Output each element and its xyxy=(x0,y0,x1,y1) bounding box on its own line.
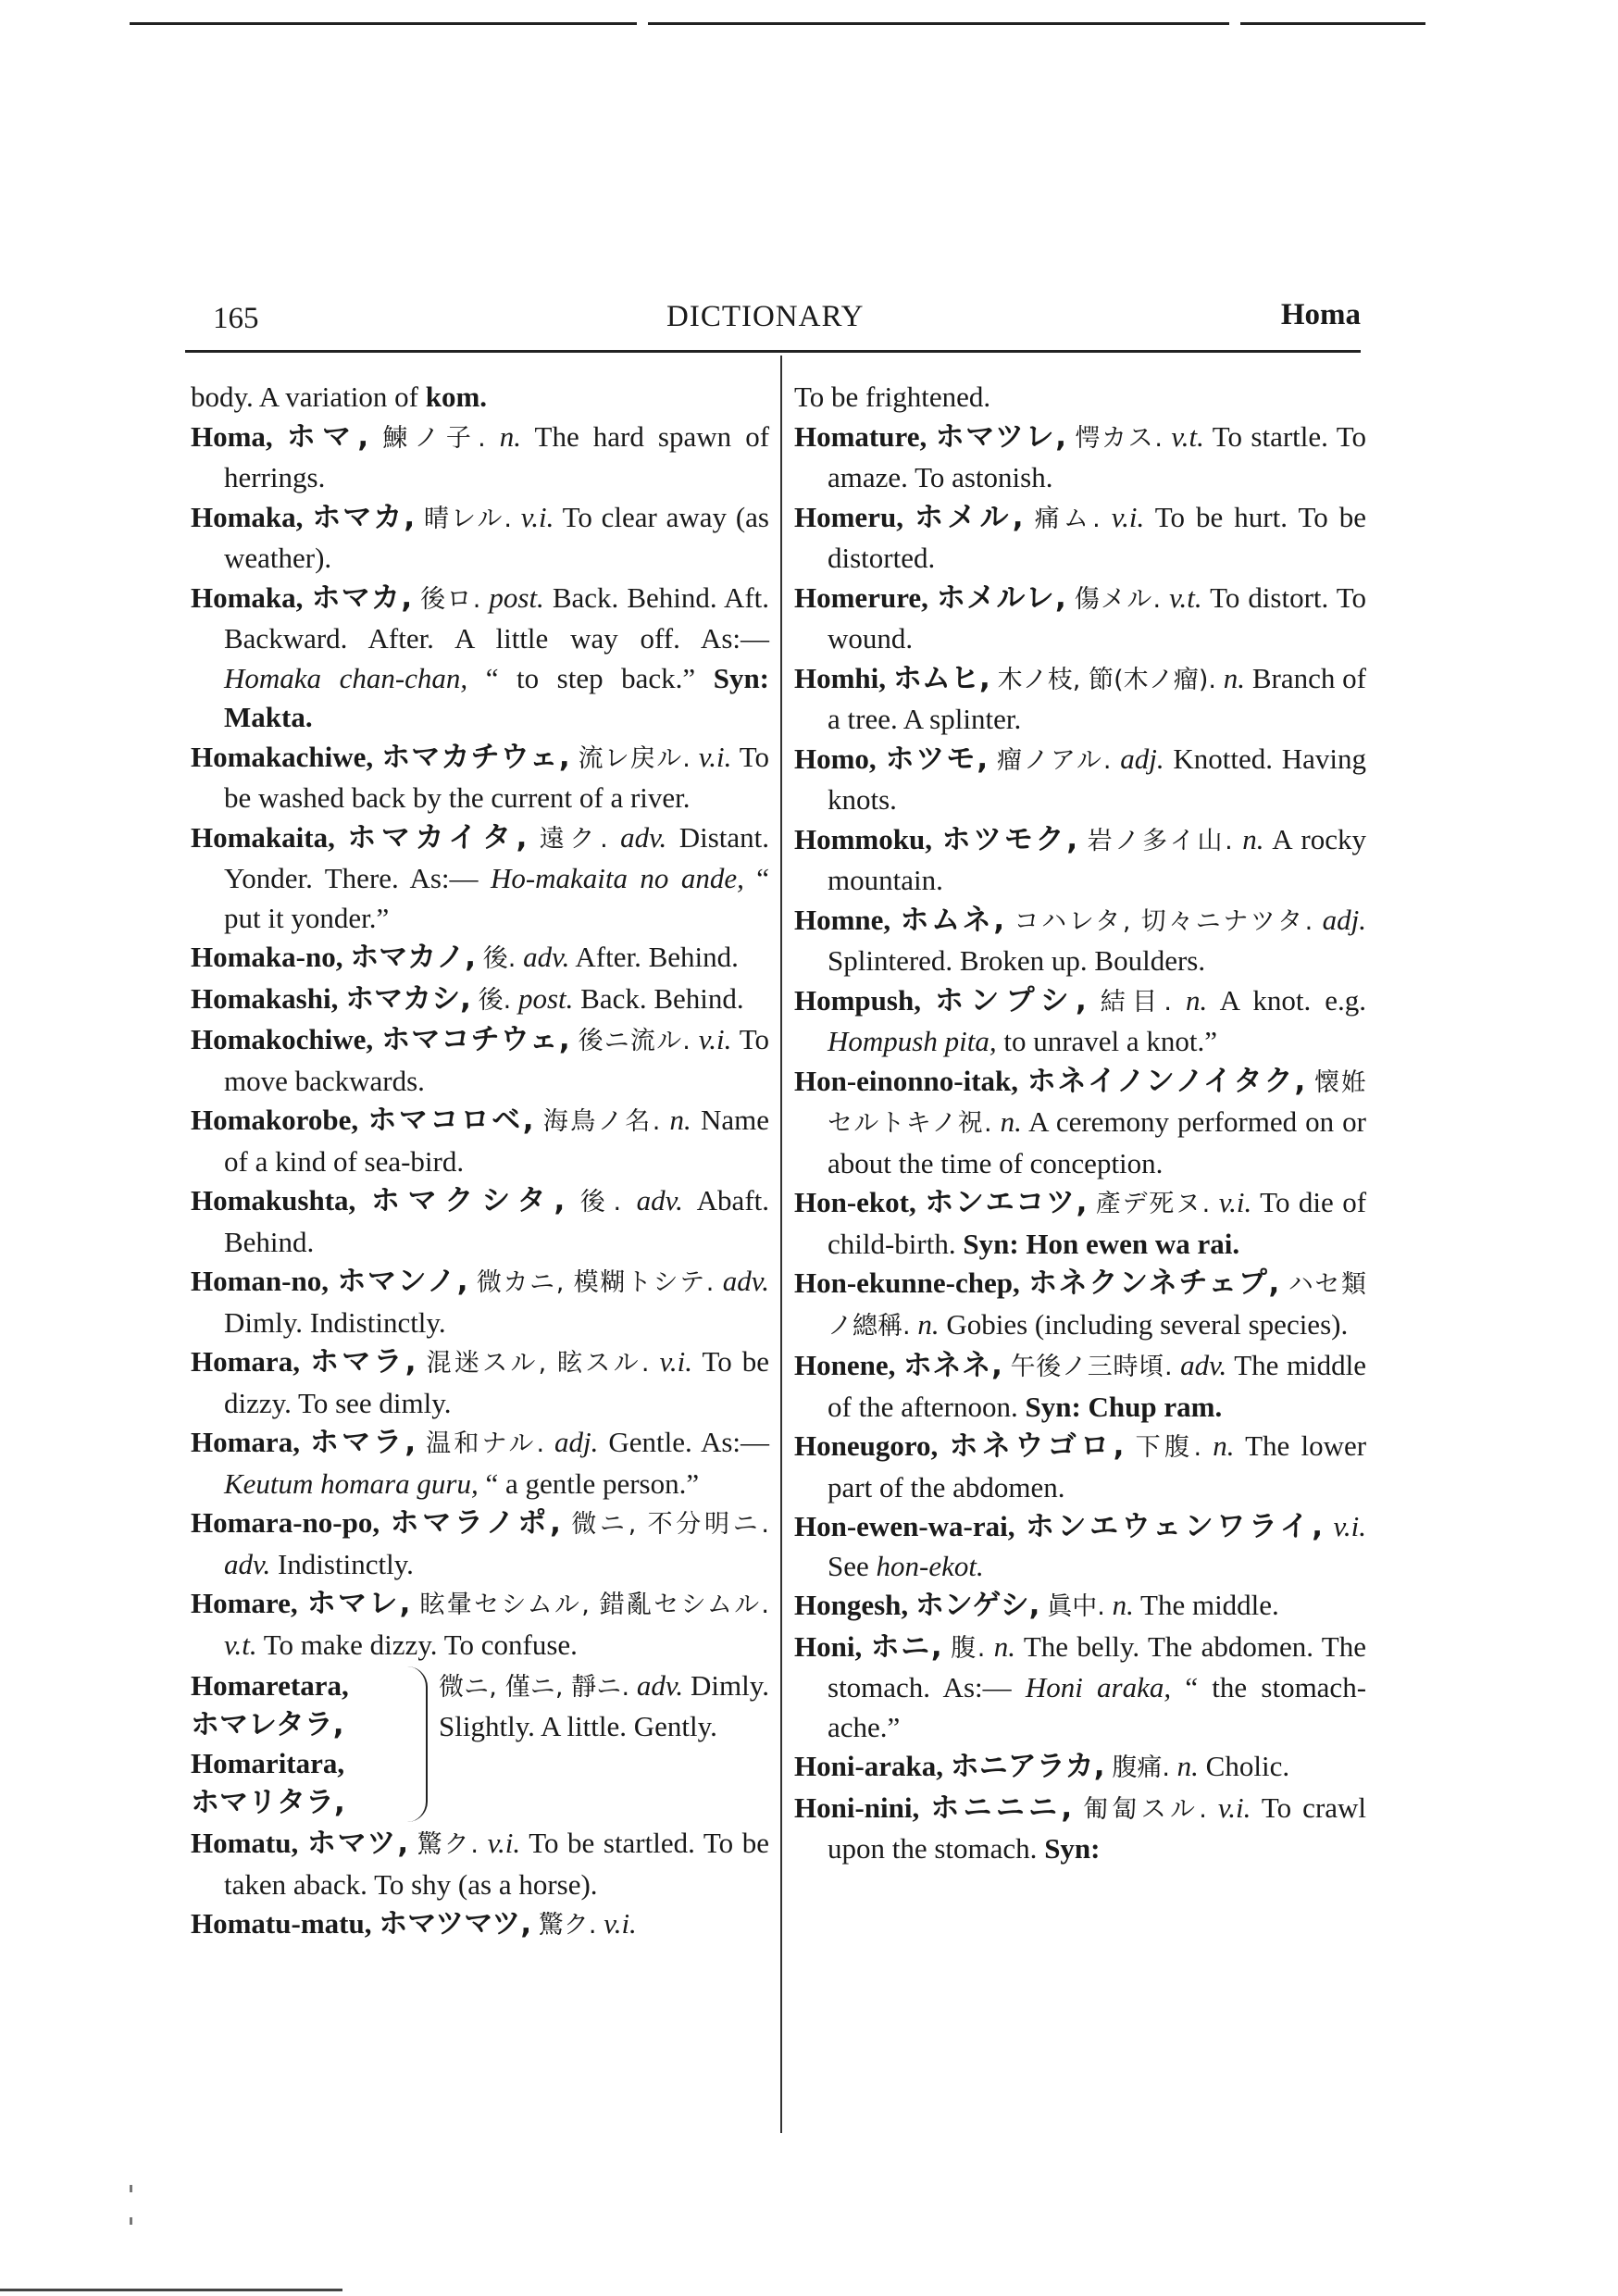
part-of-speech: n. xyxy=(1223,661,1246,694)
entry-group-homaretara xyxy=(191,1666,769,1822)
headword: Homakachiwe, xyxy=(191,740,374,773)
headword: Homhi, xyxy=(794,661,887,694)
headword: Homakashi, xyxy=(191,981,339,1015)
headword-kana: ホムネ, xyxy=(900,903,1005,937)
definition: Gobies (including several species). xyxy=(946,1307,1349,1341)
right-brace xyxy=(402,1666,428,1822)
headword: Homaka-no, xyxy=(191,941,343,973)
definition: To be hurt. To be distorted. xyxy=(828,500,1366,574)
definition: Abaft. Behind. xyxy=(224,1184,770,1258)
headword: Homare, xyxy=(191,1587,298,1619)
dictionary-entry xyxy=(794,1427,1366,1507)
part-of-speech: adv. xyxy=(523,941,570,973)
headword-kana: ホマツマツ, xyxy=(379,1907,532,1940)
part-of-speech: adv. xyxy=(722,1265,770,1297)
scan-edge-top-right xyxy=(1240,22,1425,25)
group-kanji: 微ニ, 僅ニ, 靜ニ. xyxy=(439,1673,630,1702)
japanese-gloss: 痛ム. xyxy=(1034,504,1101,533)
left-entries xyxy=(191,378,769,1665)
dictionary-entry xyxy=(191,579,769,738)
scan-edge-bottom xyxy=(0,2289,342,2291)
headword-kana: ホネクンネチェプ, xyxy=(1028,1267,1280,1300)
japanese-gloss: 懐姙セルトキノ祝. xyxy=(828,1067,1366,1138)
japanese-gloss: 後ニ流ル. xyxy=(578,1027,691,1055)
headword: Homaka, xyxy=(191,500,304,533)
japanese-gloss: 後. xyxy=(579,1188,622,1217)
dictionary-entry xyxy=(191,818,769,939)
headword: Homa, xyxy=(191,419,273,453)
part-of-speech: adj. xyxy=(1322,903,1367,936)
part-of-speech: n. xyxy=(917,1307,940,1341)
headword-kana: ホンエコツ, xyxy=(925,1186,1088,1219)
japanese-gloss: 鰊ノ子. xyxy=(382,423,486,453)
definition: To move backwards. xyxy=(224,1023,769,1097)
headword: Homakushta, xyxy=(191,1184,356,1217)
part-of-speech: adv. xyxy=(636,1184,683,1217)
dictionary-entry xyxy=(794,820,1366,901)
japanese-gloss: 結目. xyxy=(1100,987,1172,1017)
page-number: 165 xyxy=(213,302,259,335)
headword: Hompush, xyxy=(794,983,921,1017)
right-column xyxy=(794,378,1366,1869)
scan-edge-top-left xyxy=(130,22,637,25)
headword-kana: ホマレ, xyxy=(306,1587,411,1620)
japanese-gloss: 腹痛. xyxy=(1112,1753,1170,1782)
definition: Dimly. Indistinctly. xyxy=(224,1305,446,1339)
part-of-speech: post. xyxy=(517,981,574,1015)
definition: To clear away (as weather). xyxy=(224,500,769,574)
example: Homaka chan-chan, xyxy=(224,661,468,694)
dictionary-entry xyxy=(794,740,1366,820)
part-of-speech: v.i. xyxy=(1218,1186,1252,1218)
part-of-speech: n. xyxy=(669,1104,691,1136)
part-of-speech: n. xyxy=(993,1629,1015,1663)
group-headword-kana: ホマレタラ, xyxy=(191,1708,344,1741)
headword-kana: ホネウゴロ, xyxy=(949,1429,1125,1463)
definition: Indistinctly. xyxy=(277,1547,414,1580)
example-translation: “ to step back.” xyxy=(485,661,696,694)
dictionary-entry xyxy=(794,1628,1366,1748)
headword-kana: ホメルレ, xyxy=(936,580,1066,615)
japanese-gloss: 驚ク. xyxy=(417,1830,479,1859)
scan-speck xyxy=(130,2217,132,2225)
headword-kana: ホマ, xyxy=(286,419,369,454)
entry-continuation: body. A variation of xyxy=(191,381,426,413)
part-of-speech: adv. xyxy=(620,820,667,854)
part-of-speech: post. xyxy=(489,580,544,614)
definition: Back. Behind. xyxy=(580,981,744,1015)
headword-kana: ホマツレ, xyxy=(935,419,1067,454)
headword: Homara, xyxy=(191,1345,300,1378)
headword-kana: ホムヒ, xyxy=(892,661,990,695)
dictionary-entry xyxy=(794,901,1366,981)
dictionary-entry xyxy=(191,980,769,1021)
scan-speck xyxy=(130,2185,132,2192)
part-of-speech: n. xyxy=(1112,1589,1134,1621)
entry-emphasis: kom. xyxy=(425,381,488,413)
part-of-speech: v.i. xyxy=(1111,500,1145,533)
japanese-gloss: 木ノ枝, 節(木ノ瘤). xyxy=(997,665,1216,694)
example-translation: “ put it yonder.” xyxy=(224,862,770,934)
part-of-speech: v.i. xyxy=(659,1345,693,1378)
dictionary-entry xyxy=(794,659,1366,740)
group-gram: adv. xyxy=(636,1669,684,1702)
japanese-gloss: 後ロ. xyxy=(420,584,481,614)
headword-kana: ホマラノポ, xyxy=(390,1506,561,1540)
definition: Splintered. Broken up. Boulders. xyxy=(828,944,1206,977)
part-of-speech: n. xyxy=(1186,983,1208,1017)
definition: See xyxy=(828,1549,869,1582)
japanese-gloss: 温和ナル. xyxy=(426,1429,545,1458)
japanese-gloss: 後. xyxy=(478,985,512,1015)
headword: Homara-no-po, xyxy=(191,1506,380,1539)
japanese-gloss: 晴レル. xyxy=(423,504,512,533)
headword: Honi-nini, xyxy=(794,1791,920,1824)
headword-kana: ホマンノ, xyxy=(337,1265,468,1298)
headword-kana: ホマカ, xyxy=(312,500,416,534)
headword: Homeru, xyxy=(794,500,903,533)
header-rule xyxy=(185,350,1361,353)
dictionary-entry xyxy=(794,418,1366,498)
japanese-gloss: コハレタ, 切々ニナツタ. xyxy=(1014,906,1313,936)
headword: Hon-ekunne-chep, xyxy=(794,1267,1020,1299)
group-headword: Homaritara, xyxy=(191,1747,345,1779)
dictionary-entry xyxy=(191,1181,769,1262)
headword: Honi-araka, xyxy=(794,1750,944,1782)
left-column xyxy=(191,378,769,1946)
part-of-speech: n. xyxy=(1213,1429,1235,1462)
part-of-speech: v.i. xyxy=(604,1907,637,1940)
headword-kana: ホンプシ, xyxy=(935,983,1087,1017)
dictionary-entry xyxy=(191,1020,769,1101)
headword-kana: ホツモク, xyxy=(941,822,1078,856)
part-of-speech: v.t. xyxy=(1171,419,1204,453)
headword-kana: ホメル, xyxy=(914,500,1024,534)
synonym: Syn: Makta. xyxy=(224,661,770,733)
headword: Hommoku, xyxy=(794,822,932,855)
headword: Homakorobe, xyxy=(191,1104,359,1136)
japanese-gloss: 匍匐スル. xyxy=(1083,1794,1207,1824)
dictionary-entry xyxy=(191,1101,769,1181)
part-of-speech: n. xyxy=(1000,1105,1022,1138)
headword: Homara, xyxy=(191,1426,300,1458)
part-of-speech: v.i. xyxy=(520,500,554,533)
definition: To make dizzy. To confuse. xyxy=(263,1628,578,1661)
right-entries xyxy=(794,378,1366,1869)
part-of-speech: adv. xyxy=(1180,1349,1227,1381)
headword-kana: ホニニニ, xyxy=(930,1791,1073,1825)
japanese-gloss: 海鳥ノ名. xyxy=(542,1107,661,1136)
example: hon-ekot. xyxy=(876,1549,984,1582)
part-of-speech: adj. xyxy=(1120,742,1164,775)
headword: Homature, xyxy=(794,419,927,453)
headword-kana: ホマラ, xyxy=(309,1345,417,1379)
definition: To be dizzy. To see dimly. xyxy=(224,1345,770,1419)
definition: The middle. xyxy=(1140,1589,1279,1621)
japanese-gloss: 遠ク. xyxy=(539,824,608,854)
headword: Hon-einonno-itak, xyxy=(794,1064,1019,1097)
japanese-gloss: 流レ戻ル. xyxy=(578,743,691,773)
japanese-gloss: 下腹. xyxy=(1135,1433,1202,1462)
part-of-speech: v.i. xyxy=(487,1827,521,1859)
definition: The hard spawn of herrings. xyxy=(224,419,770,493)
headword-kana: ホネネ, xyxy=(902,1349,1002,1382)
dictionary-entry xyxy=(191,1584,769,1665)
headword-kana: ホニ, xyxy=(870,1629,942,1664)
headword-kana: ホマコロベ, xyxy=(367,1104,534,1137)
definition: Gentle. As:— xyxy=(608,1426,770,1458)
dictionary-entry xyxy=(191,378,769,418)
part-of-speech: n. xyxy=(1242,822,1264,855)
dictionary-entry xyxy=(191,1262,769,1342)
headword: Hongesh, xyxy=(794,1589,909,1621)
japanese-gloss: 瘤ノアル. xyxy=(996,745,1112,775)
example-translation: to unravel a knot.” xyxy=(1003,1025,1218,1057)
example-translation: “ a gentle person.” xyxy=(485,1466,700,1500)
headword-kana: ホマコチウェ, xyxy=(381,1023,570,1056)
scan-edge-top-mid xyxy=(648,22,1229,25)
group-definition xyxy=(439,1666,769,1746)
part-of-speech: adv. xyxy=(224,1547,271,1580)
dictionary-entry xyxy=(794,981,1366,1062)
dictionary-entry xyxy=(191,418,769,498)
part-of-speech: v.t. xyxy=(224,1628,257,1661)
column-divider xyxy=(780,356,782,2133)
example: Keutum homara guru, xyxy=(224,1466,479,1500)
running-title: DICTIONARY xyxy=(666,300,865,333)
headword-kana: ホマクシタ, xyxy=(370,1184,566,1217)
japanese-gloss: ハセ類ノ總稱. xyxy=(828,1270,1367,1341)
headword-kana: ホマラ, xyxy=(309,1426,417,1459)
page-header xyxy=(185,294,1361,341)
headword: Homne, xyxy=(794,903,891,936)
definition: The belly. The abdomen. The stomach. As:— xyxy=(828,1629,1367,1703)
dictionary-entry xyxy=(794,1747,1366,1789)
japanese-gloss: 後. xyxy=(482,944,517,973)
definition: A rocky mountain. xyxy=(828,822,1366,896)
example: Hompush pita, xyxy=(828,1025,997,1057)
dictionary-entry xyxy=(794,378,1366,418)
definition: Back. Behind. Aft. Backward. After. A little way off. As:— xyxy=(224,580,770,655)
definition: To be washed back by the current of a river. xyxy=(224,740,769,814)
definition: Branch of a tree. A splinter. xyxy=(828,661,1367,735)
headword-kana: ホネイノンノイタク, xyxy=(1027,1064,1306,1098)
dictionary-entry xyxy=(191,1824,769,1904)
definition: To be startled. To be taken aback. To shy (as a horse). xyxy=(224,1827,769,1901)
part-of-speech: v.i. xyxy=(698,740,732,773)
headword: Homatu-matu, xyxy=(191,1907,372,1940)
definition: After. Behind. xyxy=(575,941,739,973)
dictionary-entry xyxy=(794,1346,1366,1427)
definition: To distort. To wound. xyxy=(828,580,1366,655)
dictionary-entry xyxy=(794,1062,1366,1184)
japanese-gloss: 微ニ, 不分明ニ. xyxy=(571,1510,769,1539)
japanese-gloss: 眞中. xyxy=(1047,1592,1105,1621)
headword-kana: ホマカノ, xyxy=(350,941,477,974)
left-entries-after-group xyxy=(191,1824,769,1946)
japanese-gloss: 愕カス. xyxy=(1075,423,1163,453)
part-of-speech: n. xyxy=(499,419,522,453)
japanese-gloss: 混迷スル, 眩スル. xyxy=(426,1349,650,1378)
dictionary-entry xyxy=(794,498,1366,579)
definition: Knotted. Having knots. xyxy=(828,742,1366,816)
dictionary-entry xyxy=(794,1789,1366,1869)
headword-kana: ホンエウェンワライ, xyxy=(1025,1510,1324,1543)
guide-word: Homa xyxy=(1280,298,1361,331)
headword-kana: ホニアラカ, xyxy=(950,1750,1105,1783)
headword-kana: ホマカイタ, xyxy=(347,820,528,855)
definition: To die of child-birth. xyxy=(828,1186,1367,1260)
group-headwords xyxy=(191,1666,402,1822)
headword: Homaka, xyxy=(191,580,304,614)
headword-kana: ホマカシ, xyxy=(345,981,471,1016)
headword: Honi, xyxy=(794,1629,863,1663)
dictionary-entry xyxy=(191,738,769,818)
dictionary-entry xyxy=(191,1342,769,1423)
dictionary-entry xyxy=(191,938,769,980)
definition: Distant. Yonder. There. As:— xyxy=(224,820,770,894)
part-of-speech: v.t. xyxy=(1169,580,1202,614)
example: Ho-makaita no ande, xyxy=(490,862,744,894)
headword-kana: ホツモ, xyxy=(885,742,989,776)
synonym: Syn: Hon ewen wa rai. xyxy=(963,1227,1240,1260)
japanese-gloss: 微カニ, 模糊トシテ. xyxy=(476,1268,715,1297)
headword: Hon-ewen-wa-rai, xyxy=(794,1510,1015,1542)
japanese-gloss: 傷メル. xyxy=(1074,584,1162,614)
group-def: Dimly. Slightly. A little. Gently. xyxy=(439,1669,769,1742)
synonym: Syn: Chup ram. xyxy=(1025,1390,1223,1423)
headword: Homakaita, xyxy=(191,820,335,854)
headword: Homakochiwe, xyxy=(191,1023,374,1055)
dictionary-entry xyxy=(191,1504,769,1584)
headword: Homan-no, xyxy=(191,1265,329,1297)
part-of-speech: adj. xyxy=(554,1426,599,1458)
dictionary-entry xyxy=(191,1423,769,1504)
definition: A knot. e.g. xyxy=(1219,983,1366,1017)
dictionary-entry xyxy=(794,579,1366,659)
headword: Homo, xyxy=(794,742,877,775)
part-of-speech: v.i. xyxy=(698,1023,732,1055)
headword: Hon-ekot, xyxy=(794,1186,916,1218)
japanese-gloss: 驚ク. xyxy=(538,1911,597,1940)
part-of-speech: v.i. xyxy=(1217,1791,1251,1824)
dictionary-entry xyxy=(191,1904,769,1946)
definition: A ceremony performed on or about the time of conception. xyxy=(828,1105,1366,1179)
definition: To startle. To amaze. To astonish. xyxy=(828,419,1366,493)
group-headword-kana: ホマリタラ, xyxy=(191,1786,345,1819)
example: Honi araka, xyxy=(1025,1671,1172,1703)
definition: The lower part of the abdomen. xyxy=(828,1429,1367,1504)
headword: Honeugoro, xyxy=(794,1429,939,1462)
headword-kana: ホマツ, xyxy=(306,1827,409,1860)
entry-continuation: To be frightened. xyxy=(794,381,991,413)
definition: The middle of the afternoon. xyxy=(828,1349,1367,1423)
headword: Homerure, xyxy=(794,580,928,614)
definition: Cholic. xyxy=(1205,1750,1290,1782)
dictionary-entry xyxy=(794,1507,1366,1586)
part-of-speech: v.i. xyxy=(1333,1510,1367,1542)
japanese-gloss: 眩暈セシムル, 錯亂セシムル. xyxy=(419,1591,770,1619)
definition: To crawl upon the stomach. xyxy=(828,1791,1367,1865)
dictionary-entry xyxy=(794,1264,1366,1346)
japanese-gloss: 午後ノ三時頃. xyxy=(1010,1353,1173,1381)
headword-kana: ホマカ, xyxy=(311,580,413,615)
japanese-gloss: 產デ死ヌ. xyxy=(1095,1190,1211,1218)
group-headword: Homaretara, xyxy=(191,1669,349,1702)
headword: Honene, xyxy=(794,1349,896,1381)
dictionary-entry xyxy=(794,1586,1366,1628)
headword: Homatu, xyxy=(191,1827,299,1859)
dictionary-entry xyxy=(191,498,769,579)
definition: Name of a kind of sea-bird. xyxy=(224,1104,770,1178)
part-of-speech: n. xyxy=(1176,1750,1199,1782)
headword-kana: ホマカチウェ, xyxy=(381,740,570,774)
synonym: Syn: xyxy=(1044,1832,1101,1865)
headword-kana: ホンゲシ, xyxy=(915,1589,1040,1622)
example-translation: “ the stomach-ache.” xyxy=(828,1671,1367,1743)
japanese-gloss: 腹. xyxy=(951,1633,986,1663)
japanese-gloss: 岩ノ多イ山. xyxy=(1087,826,1233,855)
dictionary-entry xyxy=(794,1183,1366,1264)
